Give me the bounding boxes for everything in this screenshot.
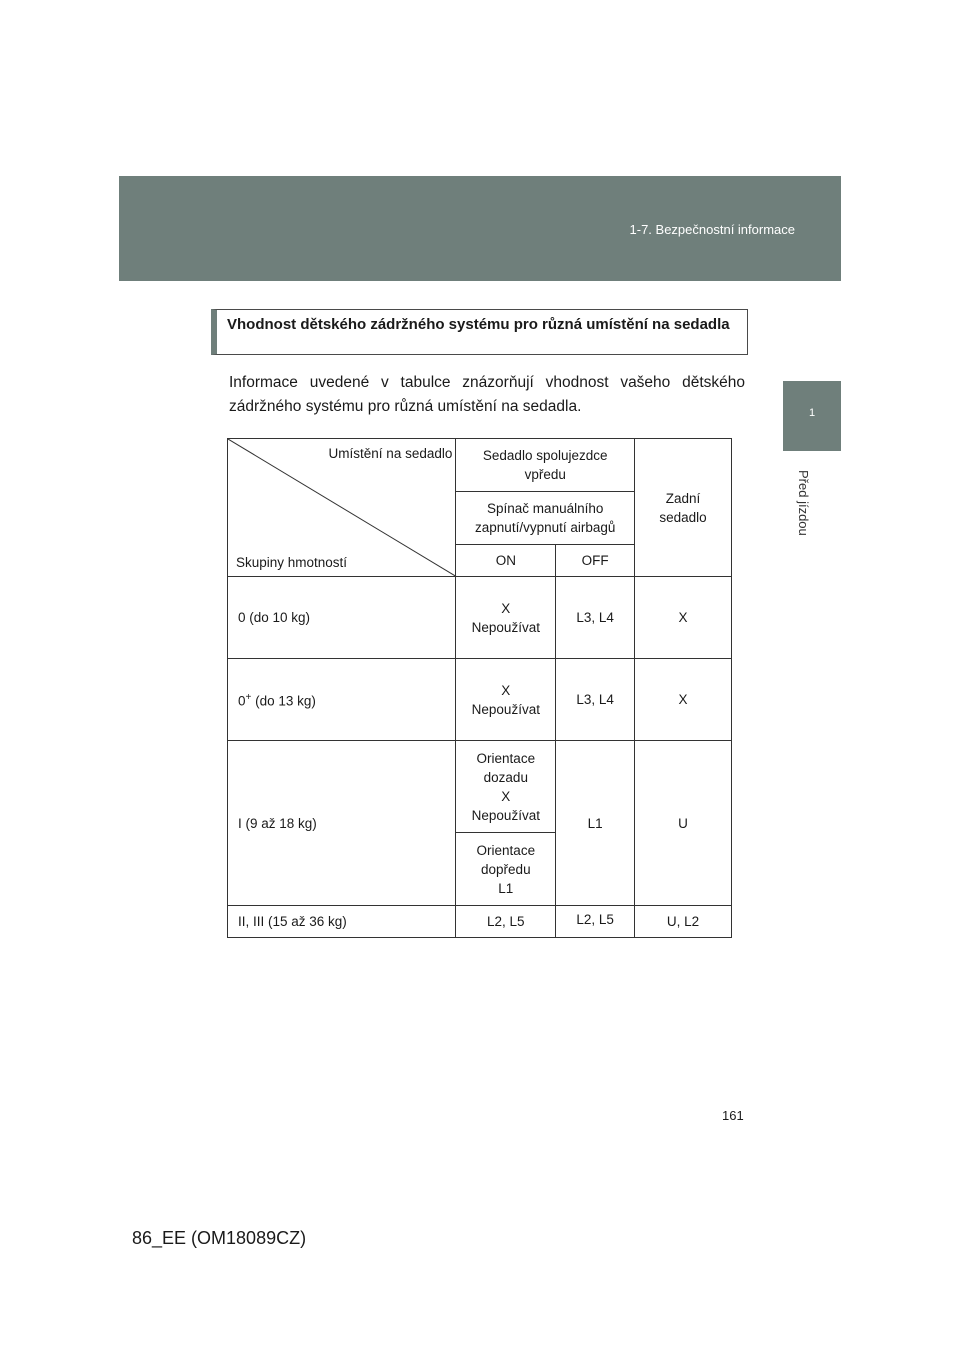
chapter-tab [783,381,841,451]
page-number: 161 [722,1108,744,1123]
document-code: 86_EE (OM18089CZ) [132,1228,307,1248]
on-cell-rear-facing [456,741,556,833]
off-cell: L2, L5 [556,906,635,938]
on-cell [456,577,556,659]
on-cell-note: Nepoužívat [471,619,540,635]
section-title: 1-7. Bezpečnostní informace [629,222,795,237]
header-off: OFF [556,545,635,577]
table-row [228,659,732,741]
corner-label-seat-position: Umístění na sedadlo [328,446,453,461]
table-row [228,741,732,833]
intro-paragraph: Informace uvedené v tabulce znázorňují vhodnost vašeho dětského zádržného systému pro různá umístění na sedadla. [229,374,745,415]
on-cell-mark: X [501,600,511,616]
section-heading: Vhodnost dětského zádržného systému pro různá umístění na sedadla [211,309,748,355]
on-cell-forward-facing [456,833,556,906]
corner-label-weight-groups: Skupiny hmotností [236,555,348,570]
group-rest: (do 13 kg) [251,693,316,709]
off-cell: L3, L4 [556,659,635,741]
orientation-direction: dopředu [481,861,531,877]
off-cell: L1 [556,741,635,906]
on-cell-note: Nepoužívat [471,807,540,823]
off-cell: L3, L4 [556,577,635,659]
on-cell-mark: L1 [498,880,514,896]
weight-group-cell: II, III (15 až 36 kg) [228,906,456,938]
orientation-label: Orientace [476,750,536,766]
header-on: ON [456,545,556,577]
orientation-label: Orientace [476,842,536,858]
rear-cell: X [635,577,732,659]
on-cell [456,659,556,741]
weight-group-cell [228,659,456,741]
rear-cell: X [635,659,732,741]
weight-group-cell: 0 (do 10 kg) [228,577,456,659]
table-row [228,577,732,659]
on-cell-mark: X [501,682,511,698]
orientation-direction: dozadu [483,769,528,785]
child-restraint-suitability-table [227,438,732,938]
rear-cell: U [635,741,732,906]
weight-group-cell: I (9 až 18 kg) [228,741,456,906]
chapter-label: Před jízdou [796,470,811,536]
chapter-number: 1 [808,407,816,419]
group-superscript: + [245,692,252,704]
header-rear-seat: Zadní sedadlo [635,439,732,577]
header-front-seat: Sedadlo spolujezdce vpředu [456,439,635,492]
table-corner-cell [228,439,456,577]
table-row [228,906,732,938]
header-band [119,176,841,281]
on-cell-note: Nepoužívat [471,701,540,717]
on-cell: L2, L5 [456,906,556,938]
rear-cell: U, L2 [635,906,732,938]
header-airbag-switch: Spínač manuálního zapnutí/vypnutí airbagů [456,492,635,545]
group-base: 0 [238,693,246,709]
on-cell-mark: X [501,788,511,804]
